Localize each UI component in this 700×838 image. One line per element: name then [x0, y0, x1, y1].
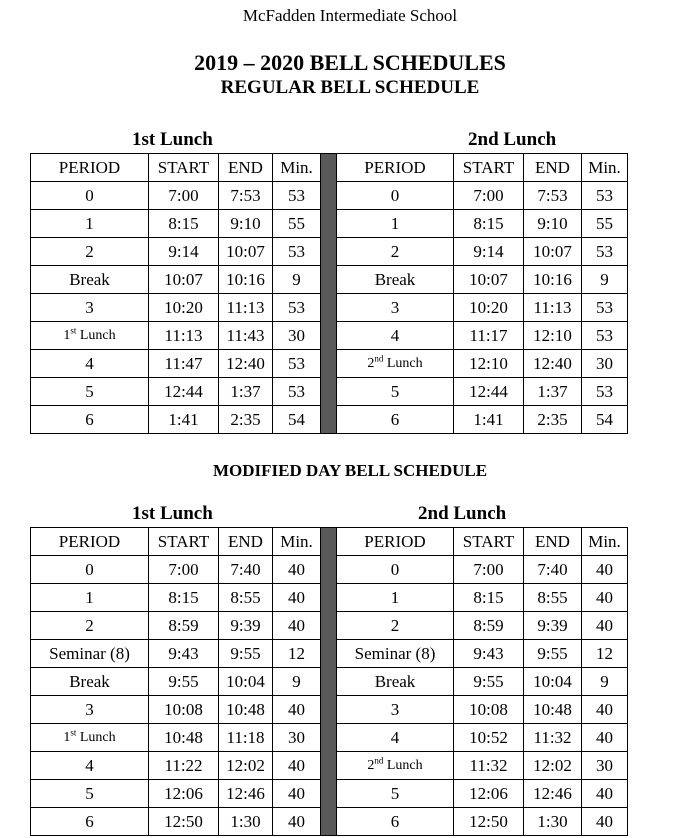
- left-min-cell: 40: [273, 612, 321, 640]
- left-min-cell: 53: [273, 294, 321, 322]
- left-min-cell: 40: [273, 584, 321, 612]
- right-header-start: START: [454, 154, 524, 182]
- left-start-cell: 9:43: [149, 640, 219, 668]
- left-end-cell: 11:18: [219, 724, 273, 752]
- right-min-cell: 40: [582, 780, 628, 808]
- right-period-cell: 4: [337, 322, 454, 350]
- left-period-cell: 5: [31, 378, 149, 406]
- left-start-cell: 11:13: [149, 322, 219, 350]
- right-start-cell: 10:08: [454, 696, 524, 724]
- right-start-cell: 8:59: [454, 612, 524, 640]
- right-start-cell: 1:41: [454, 406, 524, 434]
- right-end-cell: 10:04: [524, 668, 582, 696]
- left-header-min: Min.: [273, 528, 321, 556]
- right-min-cell: 53: [582, 238, 628, 266]
- left-period-cell: 2: [31, 238, 149, 266]
- header-row: [31, 154, 628, 182]
- regular-schedule-table: [30, 153, 628, 434]
- right-start-cell: 12:50: [454, 808, 524, 836]
- left-end-cell: 12:02: [219, 752, 273, 780]
- left-end-cell: 1:37: [219, 378, 273, 406]
- right-period-cell: 6: [337, 406, 454, 434]
- right-header-end: END: [524, 528, 582, 556]
- regular-schedule-title: REGULAR BELL SCHEDULE: [220, 77, 480, 98]
- right-end-cell: 10:48: [524, 696, 582, 724]
- right-min-cell: 53: [582, 182, 628, 210]
- left-header-period: PERIOD: [31, 154, 149, 182]
- right-end-cell: 10:16: [524, 266, 582, 294]
- right-header-period: PERIOD: [337, 528, 454, 556]
- right-end-cell: 11:13: [524, 294, 582, 322]
- left-end-cell: 11:43: [219, 322, 273, 350]
- right-period-cell: 2: [337, 238, 454, 266]
- left-min-cell: 40: [273, 808, 321, 836]
- right-min-cell: 12: [582, 640, 628, 668]
- right-period-cell: 4: [337, 724, 454, 752]
- right-start-cell: 12:44: [454, 378, 524, 406]
- right-period-cell: 0: [337, 182, 454, 210]
- left-start-cell: 11:47: [149, 350, 219, 378]
- left-period-cell: 2: [31, 612, 149, 640]
- right-period-cell: 2: [337, 612, 454, 640]
- left-period-cell: 3: [31, 696, 149, 724]
- left-end-cell: 7:40: [219, 556, 273, 584]
- right-start-cell: 9:43: [454, 640, 524, 668]
- right-end-cell: 8:55: [524, 584, 582, 612]
- left-period-cell: Break: [31, 668, 149, 696]
- right-min-cell: 40: [582, 724, 628, 752]
- column-divider: [321, 154, 337, 434]
- right-min-cell: 40: [582, 696, 628, 724]
- right-header-start: START: [454, 528, 524, 556]
- right-end-cell: 7:40: [524, 556, 582, 584]
- right-period-cell: Break: [337, 266, 454, 294]
- left-end-cell: 10:04: [219, 668, 273, 696]
- left-min-cell: 40: [273, 556, 321, 584]
- left-period-cell: 0: [31, 556, 149, 584]
- left-period-cell: 1: [31, 584, 149, 612]
- right-min-cell: 30: [582, 752, 628, 780]
- right-start-cell: 11:32: [454, 752, 524, 780]
- right-period-cell: 3: [337, 294, 454, 322]
- left-min-cell: 9: [273, 668, 321, 696]
- left-period-cell: 6: [31, 406, 149, 434]
- right-start-cell: 9:55: [454, 668, 524, 696]
- right-min-cell: 53: [582, 294, 628, 322]
- right-min-cell: 40: [582, 584, 628, 612]
- left-min-cell: 40: [273, 780, 321, 808]
- left-period-cell: 0: [31, 182, 149, 210]
- left-period-cell: 4: [31, 752, 149, 780]
- right-end-cell: 7:53: [524, 182, 582, 210]
- left-period-cell: 1st Lunch: [31, 724, 149, 752]
- left-start-cell: 12:06: [149, 780, 219, 808]
- left-period-cell: Break: [31, 266, 149, 294]
- left-start-cell: 7:00: [149, 182, 219, 210]
- right-period-cell: 1: [337, 210, 454, 238]
- left-min-cell: 53: [273, 378, 321, 406]
- left-start-cell: 9:14: [149, 238, 219, 266]
- right-header-period: PERIOD: [337, 154, 454, 182]
- right-start-cell: 10:07: [454, 266, 524, 294]
- left-min-cell: 9: [273, 266, 321, 294]
- left-period-cell: 1: [31, 210, 149, 238]
- left-min-cell: 12: [273, 640, 321, 668]
- right-min-cell: 40: [582, 556, 628, 584]
- left-end-cell: 10:16: [219, 266, 273, 294]
- left-period-cell: 1st Lunch: [31, 322, 149, 350]
- right-period-cell: 1: [337, 584, 454, 612]
- left-period-cell: Seminar (8): [31, 640, 149, 668]
- right-min-cell: 53: [582, 378, 628, 406]
- left-period-cell: 4: [31, 350, 149, 378]
- left-min-cell: 30: [273, 724, 321, 752]
- left-min-cell: 40: [273, 696, 321, 724]
- right-start-cell: 7:00: [454, 556, 524, 584]
- left-start-cell: 10:20: [149, 294, 219, 322]
- left-start-cell: 11:22: [149, 752, 219, 780]
- right-header-min: Min.: [582, 154, 628, 182]
- left-period-cell: 6: [31, 808, 149, 836]
- left-header-start: START: [149, 528, 219, 556]
- right-start-cell: 10:52: [454, 724, 524, 752]
- right-end-cell: 9:55: [524, 640, 582, 668]
- left-min-cell: 30: [273, 322, 321, 350]
- right-start-cell: 12:06: [454, 780, 524, 808]
- left-end-cell: 9:39: [219, 612, 273, 640]
- right-header-min: Min.: [582, 528, 628, 556]
- left-end-cell: 7:53: [219, 182, 273, 210]
- left-start-cell: 10:48: [149, 724, 219, 752]
- left-start-cell: 12:50: [149, 808, 219, 836]
- right-min-cell: 40: [582, 612, 628, 640]
- header-row: [31, 528, 628, 556]
- right-start-cell: 7:00: [454, 182, 524, 210]
- left-start-cell: 7:00: [149, 556, 219, 584]
- left-end-cell: 9:55: [219, 640, 273, 668]
- right-start-cell: 8:15: [454, 584, 524, 612]
- right-period-cell: 6: [337, 808, 454, 836]
- right-end-cell: 9:39: [524, 612, 582, 640]
- right-period-cell: 3: [337, 696, 454, 724]
- right-end-cell: 1:30: [524, 808, 582, 836]
- right-period-cell: 0: [337, 556, 454, 584]
- right-min-cell: 30: [582, 350, 628, 378]
- left-header-min: Min.: [273, 154, 321, 182]
- left-end-cell: 10:48: [219, 696, 273, 724]
- left-end-cell: 10:07: [219, 238, 273, 266]
- left-min-cell: 40: [273, 752, 321, 780]
- right-min-cell: 55: [582, 210, 628, 238]
- right-end-cell: 1:37: [524, 378, 582, 406]
- left-min-cell: 53: [273, 182, 321, 210]
- left-end-cell: 2:35: [219, 406, 273, 434]
- right-end-cell: 12:46: [524, 780, 582, 808]
- right-period-cell: 2nd Lunch: [337, 350, 454, 378]
- left-min-cell: 55: [273, 210, 321, 238]
- left-min-cell: 53: [273, 350, 321, 378]
- right-end-cell: 2:35: [524, 406, 582, 434]
- left-start-cell: 8:15: [149, 210, 219, 238]
- left-start-cell: 9:55: [149, 668, 219, 696]
- left-header-end: END: [219, 154, 273, 182]
- school-name: McFadden Intermediate School: [242, 6, 458, 25]
- left-start-cell: 10:07: [149, 266, 219, 294]
- right-end-cell: 12:02: [524, 752, 582, 780]
- right-start-cell: 10:20: [454, 294, 524, 322]
- left-start-cell: 8:15: [149, 584, 219, 612]
- right-min-cell: 53: [582, 322, 628, 350]
- modified-first-lunch-label: 1st Lunch: [132, 503, 213, 524]
- right-min-cell: 54: [582, 406, 628, 434]
- left-end-cell: 12:46: [219, 780, 273, 808]
- left-period-cell: 5: [31, 780, 149, 808]
- left-start-cell: 1:41: [149, 406, 219, 434]
- right-start-cell: 8:15: [454, 210, 524, 238]
- modified-schedule-table: [30, 527, 628, 836]
- left-start-cell: 8:59: [149, 612, 219, 640]
- right-end-cell: 12:10: [524, 322, 582, 350]
- right-period-cell: Seminar (8): [337, 640, 454, 668]
- left-header-end: END: [219, 528, 273, 556]
- right-end-cell: 10:07: [524, 238, 582, 266]
- left-end-cell: 8:55: [219, 584, 273, 612]
- left-header-period: PERIOD: [31, 528, 149, 556]
- left-end-cell: 9:10: [219, 210, 273, 238]
- right-min-cell: 40: [582, 808, 628, 836]
- column-divider: [321, 528, 337, 836]
- left-min-cell: 53: [273, 238, 321, 266]
- left-end-cell: 12:40: [219, 350, 273, 378]
- right-period-cell: 5: [337, 378, 454, 406]
- regular-first-lunch-label: 1st Lunch: [132, 129, 213, 150]
- right-min-cell: 9: [582, 266, 628, 294]
- left-end-cell: 1:30: [219, 808, 273, 836]
- left-start-cell: 12:44: [149, 378, 219, 406]
- left-period-cell: 3: [31, 294, 149, 322]
- right-end-cell: 9:10: [524, 210, 582, 238]
- right-start-cell: 9:14: [454, 238, 524, 266]
- right-end-cell: 12:40: [524, 350, 582, 378]
- right-start-cell: 12:10: [454, 350, 524, 378]
- right-period-cell: Break: [337, 668, 454, 696]
- right-start-cell: 11:17: [454, 322, 524, 350]
- right-min-cell: 9: [582, 668, 628, 696]
- left-min-cell: 54: [273, 406, 321, 434]
- right-period-cell: 2nd Lunch: [337, 752, 454, 780]
- right-end-cell: 11:32: [524, 724, 582, 752]
- left-header-start: START: [149, 154, 219, 182]
- right-header-end: END: [524, 154, 582, 182]
- left-start-cell: 10:08: [149, 696, 219, 724]
- left-end-cell: 11:13: [219, 294, 273, 322]
- modified-second-lunch-label: 2nd Lunch: [418, 503, 507, 524]
- right-period-cell: 5: [337, 780, 454, 808]
- regular-second-lunch-label: 2nd Lunch: [468, 129, 557, 150]
- modified-schedule-title: MODIFIED DAY BELL SCHEDULE: [212, 461, 488, 480]
- page-title: 2019 – 2020 BELL SCHEDULES: [194, 50, 506, 75]
